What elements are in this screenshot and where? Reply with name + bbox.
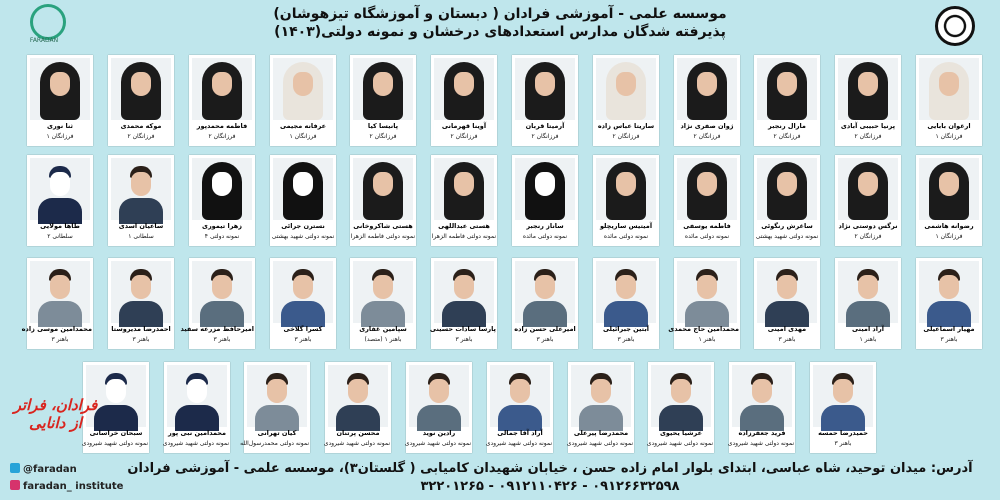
student-school: فرزانگان ۲	[773, 133, 801, 140]
student-photo	[353, 58, 413, 120]
student-school: نمونه دولتی شهید شیرودی	[404, 440, 471, 447]
student-school: سلطانی ۱	[128, 233, 154, 240]
student-photo	[167, 365, 227, 427]
student-name: محمدامین موسی زاده	[21, 325, 92, 333]
student-photo	[328, 365, 388, 427]
student-card	[593, 258, 659, 349]
student-card	[240, 362, 310, 453]
student-photo	[353, 261, 413, 323]
student-name: فاطمه یوسفی	[683, 222, 731, 230]
student-photo	[651, 365, 711, 427]
student-name: حمیدرضا حمسه	[818, 429, 868, 437]
student-photo	[571, 365, 631, 427]
student-photo	[111, 261, 171, 323]
student-school: نمونه دولتی شهید شیرودی	[566, 440, 633, 447]
student-name: ساغرش رنگوئی	[761, 222, 813, 230]
student-name: ساریتا عباس زاده	[597, 122, 655, 130]
student-card	[835, 258, 901, 349]
student-name: ژوان صفری نژاد	[680, 122, 734, 130]
student-name: موکه محمدی	[120, 122, 162, 130]
student-name: امیرحافظ مزرعه سفید	[180, 325, 254, 333]
student-photo	[192, 261, 252, 323]
student-name: محسن پرتنان	[336, 429, 380, 437]
student-name: محمدرضا پیرعلی	[573, 429, 629, 437]
student-photo	[919, 158, 979, 220]
student-name: محمدامین نبی پور	[167, 429, 227, 437]
student-card	[189, 155, 255, 246]
telegram-handle[interactable]	[10, 463, 77, 475]
student-school: نمونه دولتی فاطمه الزهرا	[350, 233, 415, 240]
student-card	[27, 55, 93, 146]
student-photo	[30, 261, 90, 323]
student-photo	[515, 58, 575, 120]
student-card	[568, 362, 634, 453]
student-school: نمونه دولتی شهید شیرودی	[81, 440, 148, 447]
instagram-icon	[10, 480, 20, 490]
student-photo	[409, 365, 469, 427]
student-card	[593, 55, 659, 146]
student-photo	[515, 158, 575, 220]
student-school: باهنر ۳	[51, 336, 69, 343]
student-card	[270, 258, 336, 349]
student-name: امیرعلی حسن زاده	[514, 325, 576, 333]
student-photo	[838, 261, 898, 323]
student-school: نمونه دولتی شهید بهشتی	[755, 233, 819, 240]
student-photo	[192, 58, 252, 120]
student-name: آراد آقا جمالی	[497, 429, 543, 437]
student-name: ارغوان بابایی	[927, 122, 971, 130]
student-photo	[813, 365, 873, 427]
student-photo	[838, 158, 898, 220]
student-card	[835, 155, 901, 246]
student-name: پانیسا کیا	[367, 122, 399, 130]
student-school: فرزانگان ۲	[854, 133, 882, 140]
student-school: باهنر ۳	[132, 336, 150, 343]
slogan: فرادان، فراتر از دانایی	[13, 396, 98, 432]
student-name: نسترن جرائی	[281, 222, 325, 230]
student-name: آمیتیس ساریچلو	[599, 222, 653, 230]
student-card	[350, 155, 416, 246]
student-name: آراد امینی	[852, 325, 884, 333]
student-photo	[596, 261, 656, 323]
student-school: باهنر ۱	[859, 336, 877, 343]
student-school: فرزانگان ۲	[612, 133, 640, 140]
student-name: عرشیا یحیوی	[659, 429, 703, 437]
student-name: آبتین جبرائیلی	[602, 325, 650, 333]
student-name: آرمیتا قربان	[525, 122, 565, 130]
student-school: باهنر ۳	[617, 336, 635, 343]
student-card	[431, 55, 497, 146]
student-card	[512, 155, 578, 246]
student-card	[593, 155, 659, 246]
student-photo	[677, 158, 737, 220]
student-card	[270, 55, 336, 146]
student-school: فرزانگان ۲	[127, 133, 155, 140]
student-name: مارال رنجبر	[768, 122, 806, 130]
student-school: فرزانگان ۲	[450, 133, 478, 140]
student-school: باهنر ۳	[455, 336, 473, 343]
student-name: فرید جعفرزاده	[738, 429, 786, 437]
student-name: مهیار اسماعیلی	[923, 325, 975, 333]
student-name: محمدامین حاج محمدی	[668, 325, 739, 333]
student-photo	[273, 158, 333, 220]
student-photo	[757, 261, 817, 323]
student-card	[916, 258, 982, 349]
student-school: سلطانی ۲	[47, 233, 73, 240]
student-school: فرزانگان ۱	[935, 133, 963, 140]
student-photo	[919, 58, 979, 120]
student-name: هستی شاکروخانی	[353, 222, 413, 230]
student-photo	[490, 365, 550, 427]
student-school: فرزانگان ۲	[208, 133, 236, 140]
logo-caption: FARADAN	[29, 37, 59, 44]
student-school: نمونه دولتی شهید شیرودی	[646, 440, 713, 447]
student-card	[648, 362, 714, 453]
student-school: نمونه دولتی محمدرسول‌الله	[240, 440, 309, 447]
student-card	[108, 155, 174, 246]
student-name: سبحان خراسانی	[89, 429, 143, 437]
instagram-text: faradan_ institute	[23, 481, 124, 492]
student-school: نمونه دولتی شهید بهشتی	[271, 233, 335, 240]
student-card	[350, 55, 416, 146]
student-school: باهنر ۳	[294, 336, 312, 343]
student-name: پارسا سادات حسینی	[429, 325, 496, 333]
student-card	[108, 258, 174, 349]
student-name: عرفانه مجیمی	[279, 122, 327, 130]
student-name: سپامین غفاری	[359, 325, 407, 333]
student-card	[668, 258, 740, 349]
student-card	[754, 258, 820, 349]
student-name: ساناز رنجبر	[526, 222, 564, 230]
student-card	[350, 258, 416, 349]
student-name: احمدرضا مدیروستا	[111, 325, 171, 333]
student-card	[431, 155, 497, 246]
student-name: پرنیا حبیبی آبادی	[840, 122, 896, 130]
student-card	[810, 362, 876, 453]
student-school: نمونه دولتی مائده	[684, 233, 730, 240]
student-card	[674, 55, 740, 146]
student-card	[325, 362, 391, 453]
telegram-text: @faradan	[23, 464, 77, 475]
phone-line: ۰۹۱۲۶۶۳۲۵۹۸ - ۰۹۱۲۱۱۰۴۲۶ - ۳۲۲۰۱۲۶۵	[420, 479, 680, 494]
student-card	[729, 362, 795, 453]
student-name: کیان تهرانی	[257, 429, 297, 437]
student-school: نمونه دولتی مائده	[603, 233, 649, 240]
student-photo	[111, 58, 171, 120]
student-school: نمونه دولتی شهید شیرودی	[162, 440, 229, 447]
student-photo	[596, 58, 656, 120]
student-photo	[30, 58, 90, 120]
student-school: نمونه دولتی مائده	[522, 233, 568, 240]
student-photo	[273, 58, 333, 120]
student-school: باهنر ۳	[213, 336, 231, 343]
student-school: باهنر ۳	[778, 336, 796, 343]
student-photo	[273, 261, 333, 323]
student-card	[487, 362, 553, 453]
student-card	[164, 362, 230, 453]
student-school: فرزانگان ۱	[935, 233, 963, 240]
student-school: باهنر ۱ (متصد)	[364, 336, 402, 343]
student-card	[916, 55, 982, 146]
student-card	[835, 55, 901, 146]
student-school: فرزانگان ۲	[693, 133, 721, 140]
student-name: فاطمه محمدپور	[196, 122, 248, 130]
student-card	[512, 258, 578, 349]
student-name: رادین نوید	[422, 429, 456, 437]
student-school: فرزانگان ۲	[369, 133, 397, 140]
student-school: باهنر ۳	[536, 336, 554, 343]
student-card	[431, 258, 497, 349]
student-name: آوینا قهرمانی	[441, 122, 487, 130]
student-school: باهنر ۳	[834, 440, 852, 447]
student-photo	[596, 158, 656, 220]
student-name: کسرا گلاخی	[283, 325, 323, 333]
student-school: فرزانگان ۲	[531, 133, 559, 140]
student-school: نمونه دولتی شهید شیرودی	[727, 440, 794, 447]
student-photo	[677, 261, 737, 323]
student-card	[270, 155, 336, 246]
student-card	[180, 258, 255, 349]
student-name: رضوانه هاشمی	[924, 222, 974, 230]
page-title: موسسه علمی - آموزشی فرادان ( دبستان و آموزشگاه تیزهوشان)	[273, 6, 727, 22]
student-school: فرزانگان ۱	[46, 133, 74, 140]
student-name: طاها مولایی	[40, 222, 80, 230]
student-photo	[247, 365, 307, 427]
student-school: نمونه دولتی ۴	[204, 233, 240, 240]
student-card	[754, 55, 820, 146]
student-card	[406, 362, 472, 453]
telegram-icon	[10, 463, 20, 473]
address-line: آدرس: میدان توحید، شاه عباسی، ابتدای بلوار امام زاده حسن ، خیابان شهیدان کامیابی ( گلستان۳)، موسسه علمی - آموزشی فرادان	[127, 461, 973, 476]
page-subtitle: پذیرفته شدگان مدارس استعدادهای درخشان و نمونه دولتی(۱۴۰۳)	[274, 24, 726, 40]
student-photo	[677, 58, 737, 120]
student-school: فرزانگان ۲	[854, 233, 882, 240]
student-card	[754, 155, 820, 246]
student-card	[21, 258, 93, 349]
student-school: نمونه دولتی شهید شیرودی	[485, 440, 552, 447]
student-card	[189, 55, 255, 146]
student-name: ساعیان اسدی	[118, 222, 164, 230]
student-name: هستی عبداللهی	[438, 222, 490, 230]
student-photo	[515, 261, 575, 323]
student-photo	[111, 158, 171, 220]
student-name: زهرا تیموری	[201, 222, 242, 230]
student-photo	[434, 58, 494, 120]
instagram-handle[interactable]	[10, 480, 123, 492]
student-photo	[192, 158, 252, 220]
student-photo	[919, 261, 979, 323]
student-photo	[732, 365, 792, 427]
student-photo	[30, 158, 90, 220]
student-card	[512, 55, 578, 146]
student-photo	[434, 158, 494, 220]
student-school: فرزانگان ۱	[289, 133, 317, 140]
student-card	[108, 55, 174, 146]
student-photo	[838, 58, 898, 120]
student-photo	[757, 58, 817, 120]
student-photo	[434, 261, 494, 323]
student-school: نمونه دولتی شهید شیرودی	[323, 440, 390, 447]
student-school: باهنر ۱	[698, 336, 716, 343]
student-card	[27, 155, 93, 246]
student-photo	[757, 158, 817, 220]
student-school: نمونه دولتی فاطمه الزهرا	[431, 233, 496, 240]
student-name: مهدی امینی	[767, 325, 807, 333]
student-photo	[353, 158, 413, 220]
student-school: باهنر ۳	[940, 336, 958, 343]
student-card	[674, 155, 740, 246]
student-name: نرگس دوستی نژاد	[838, 222, 898, 230]
student-name: ثنا نوری	[46, 122, 73, 130]
student-card	[916, 155, 982, 246]
